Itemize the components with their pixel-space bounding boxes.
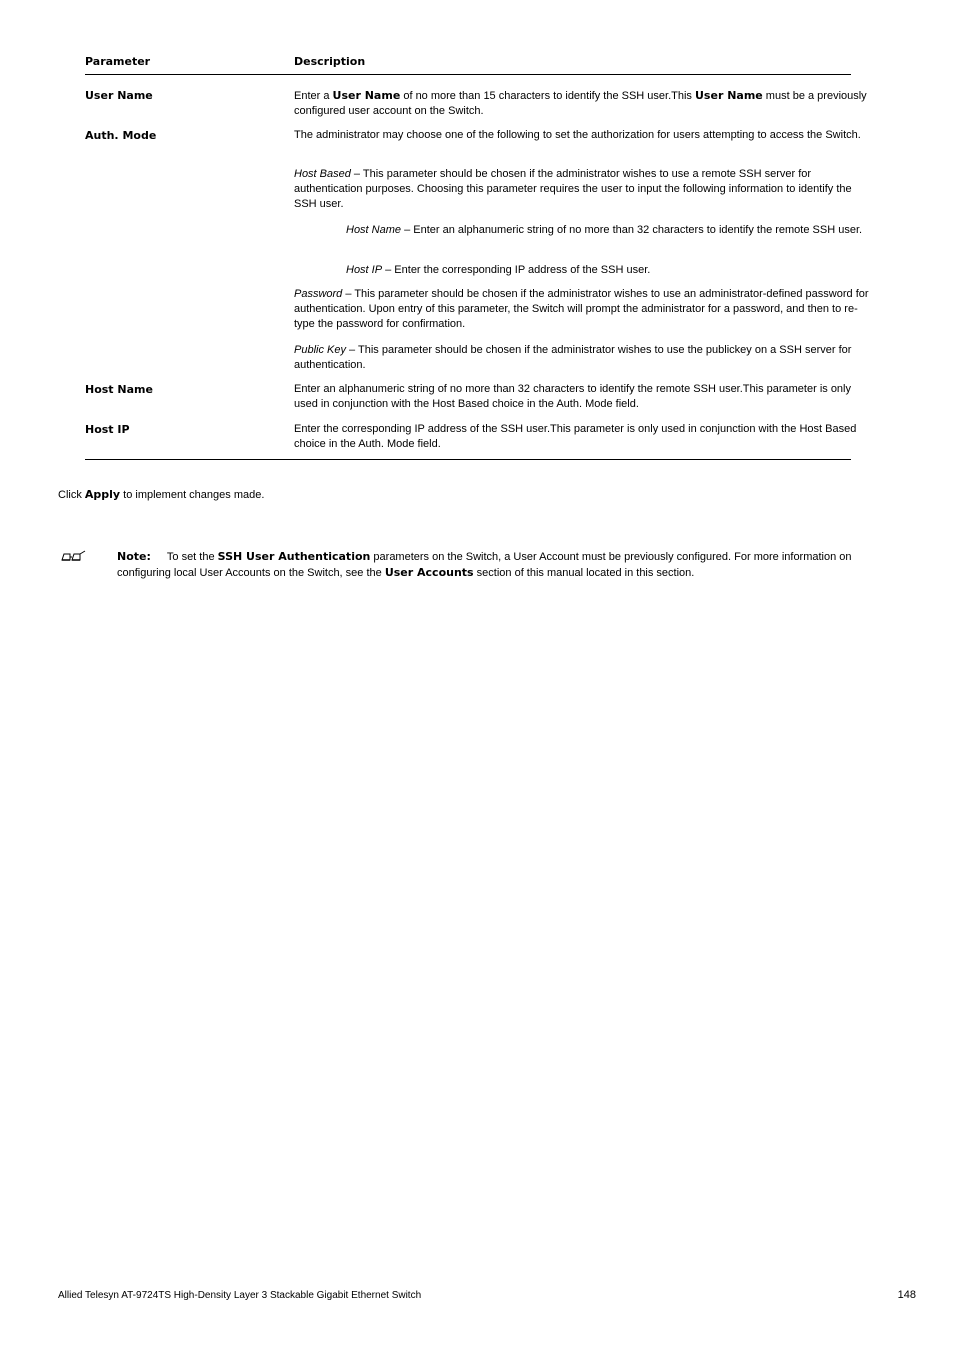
page-number: 148	[897, 1289, 916, 1301]
auth-mode-password: Password – This parameter should be chosen if the administrator wishes to use an administrator-defined password for authentication. Upon entry of this parameter, the Switch will prompt the administrator for a password, and then to re-type the password for confirmation.	[294, 288, 869, 330]
table-header-rule	[85, 74, 851, 75]
auth-mode-host-ip: Host IP – Enter the corresponding IP address of the SSH user.	[346, 264, 651, 276]
auth-mode-public-key: Public Key – This parameter should be chosen if the administrator wishes to use the publickey on a SSH server for authentication.	[294, 344, 852, 371]
column-header-parameter: Parameter	[85, 55, 151, 68]
row-label-host-name: Host Name	[85, 383, 153, 396]
glasses-icon	[60, 549, 86, 563]
row-label-auth-mode: Auth. Mode	[85, 129, 157, 142]
auth-mode-host-name: Host Name – Enter an alphanumeric string of no more than 32 characters to identify the remote SSH user.	[346, 224, 863, 236]
table-bottom-rule	[85, 459, 851, 460]
row-label-user-name: User Name	[85, 89, 153, 102]
row-description-host-ip: Enter the corresponding IP address of the SSH user.This parameter is only used in conjunction with the Host Based choice in the Auth. Mode field.	[294, 423, 857, 450]
note-paragraph: Note: To set the SSH User Authentication parameters on the Switch, a User Account must be previously configured. For more information on configuring local User Accounts on the Switch, see the User Accounts section of this manual located in this section.	[117, 550, 852, 579]
row-description-user-name: Enter a User Name of no more than 15 characters to identify the SSH user.This User Name must be a previously configured user account on the Switch.	[294, 89, 867, 117]
apply-instruction: Click Apply to implement changes made.	[58, 488, 265, 501]
row-label-host-ip: Host IP	[85, 423, 130, 436]
column-header-description: Description	[294, 55, 366, 68]
row-description-host-name: Enter an alphanumeric string of no more than 32 characters to identify the remote SSH user.This parameter is only used in conjunction with the Host Based choice in the Auth. Mode field.	[294, 383, 851, 410]
auth-mode-intro: The administrator may choose one of the following to set the authorization for users attempting to access the Switch.	[294, 129, 861, 141]
footer-product-name: Allied Telesyn AT-9724TS High-Density Layer 3 Stackable Gigabit Ethernet Switch	[58, 1290, 422, 1301]
auth-mode-host-based: Host Based – This parameter should be chosen if the administrator wishes to use a remote SSH server for authentication purposes. Choosing this parameter requires the user to input the following information to identify the SSH user.	[294, 168, 852, 210]
note-label: Note:	[117, 550, 151, 563]
